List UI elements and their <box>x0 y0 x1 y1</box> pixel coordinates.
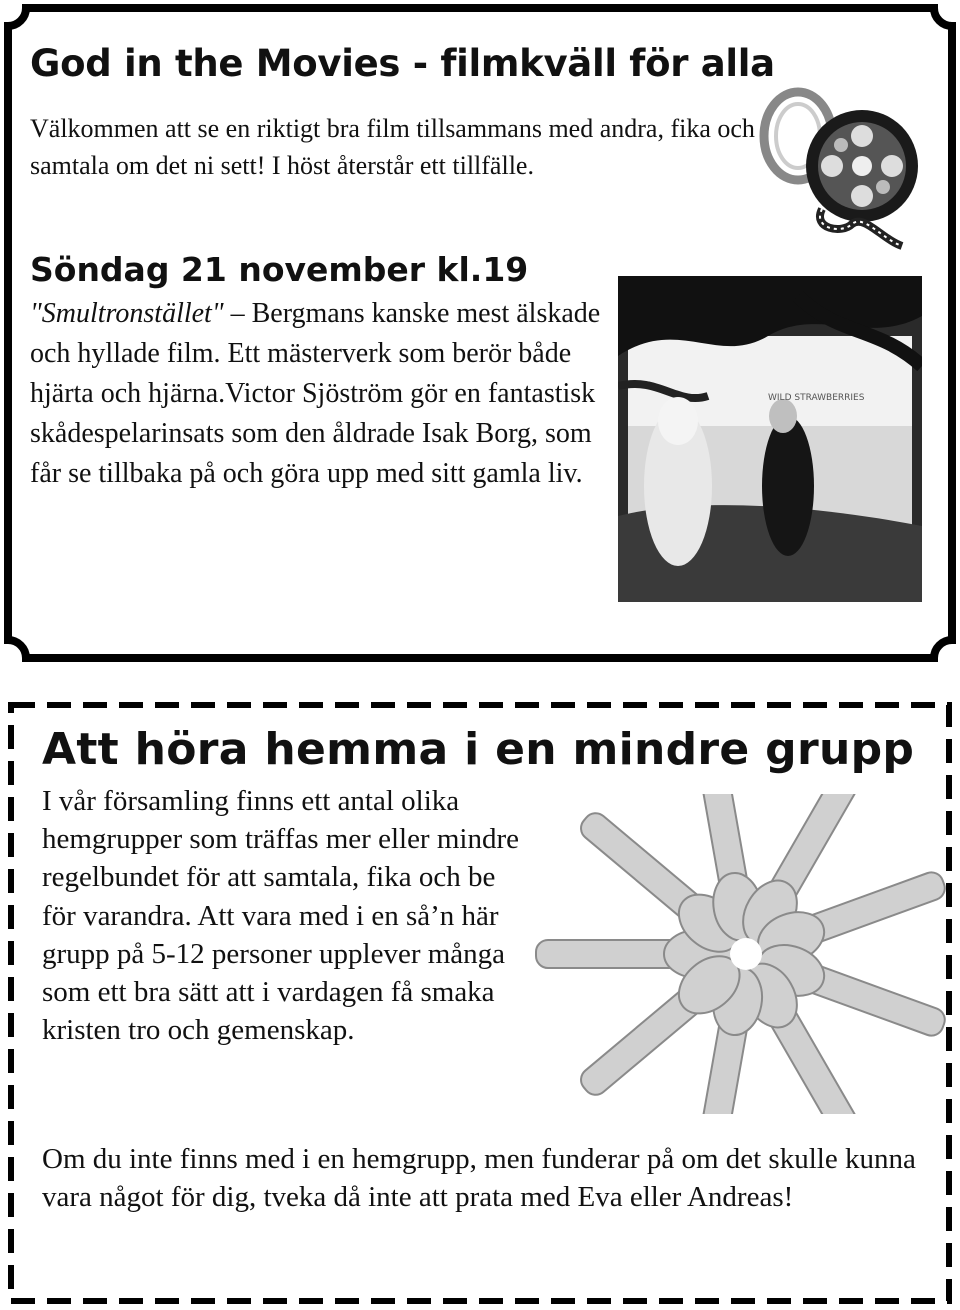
event-date: Söndag 21 november kl.19 <box>30 250 529 289</box>
film-still-image <box>618 276 922 602</box>
group-contact: Om du inte finns med i en hemgrupp, men funderar på om det skulle kunna vara något för dig, tveka då inte att prata med Eva eller Andreas! <box>42 1143 916 1214</box>
poster-title: WILD STRAWBERRIES <box>768 393 865 403</box>
movie-night-box <box>4 4 956 662</box>
small-group-box <box>8 702 952 1304</box>
group-heading: Att höra hemma i en mindre grupp <box>42 724 915 775</box>
film-title: "Smultronstället" <box>30 298 224 329</box>
group-body: I vår församling finns ett antal olika hemgrupper som träffas mer eller mindre regelbundet för att samtala, fika och be för varandra. Att vara med i en så’n här grupp på 5-12 personer upplever många som ett bra sätt att i vardagen få smaka kristen tro och gemenskap. <box>42 785 519 1047</box>
hands-circle-image <box>516 794 948 1114</box>
movie-intro: Välkommen att se en riktigt bra film tillsammans med andra, fika och samtala om det ni sett! I höst återstår ett tillfälle. <box>30 114 755 180</box>
film-text: – Bergmans kanske mest älskade och hyllade film. Ett mästerverk som berör både hjärta och hjärna.Victor Sjöström gör en fantastisk skådespelarinsats som den åldrade Isak Borg, som får se tillbaka på och göra upp med sitt gamla liv. <box>30 298 601 489</box>
movie-heading: God in the Movies - filmkväll för alla <box>30 42 775 85</box>
film-description <box>30 294 615 494</box>
film-reel-icon <box>752 74 932 254</box>
